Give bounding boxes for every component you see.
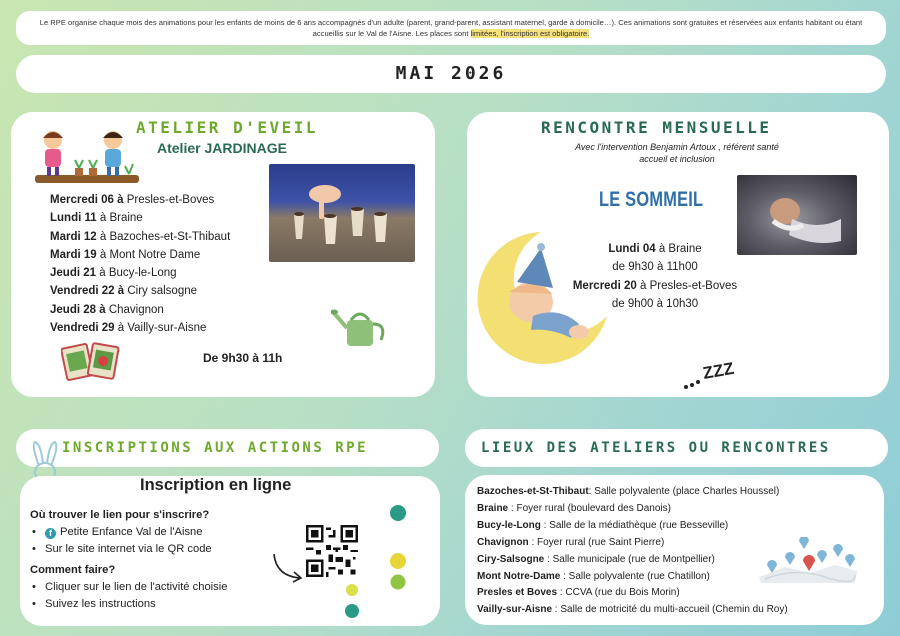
rencontre-schedule — [565, 240, 745, 313]
lieu-name: Braine — [477, 502, 509, 514]
lieu-item — [477, 518, 788, 535]
session-day: Vendredi 22 à — [50, 285, 125, 298]
lieu-detail: : Salle municipale (rue de Montpellier) — [544, 553, 715, 565]
sleeping-baby-photo — [737, 175, 857, 255]
session-1-place: à Braine — [655, 243, 702, 255]
zzz-text: ZZZ — [701, 358, 736, 383]
lieu-name: Presles et Boves — [477, 587, 558, 599]
intro-highlight: limitées, l'inscription est obligatoire. — [470, 29, 590, 38]
session-day: Jeudi 28 à — [50, 303, 106, 316]
qr-link-text: Sur le site internet via le QR code — [45, 543, 212, 555]
theme-title: LE SOMMEIL — [599, 188, 704, 211]
lieu-item — [477, 535, 788, 552]
month-title: MAI 2026 — [16, 55, 886, 93]
seed-packets-icon — [61, 340, 123, 382]
lieu-detail: : Salle polyvalente (rue Chatillon) — [560, 570, 710, 582]
rencontre-title: RENCONTRE MENSUELLE — [541, 118, 772, 137]
session-2-hours: de 9h00 à 10h30 — [611, 297, 699, 310]
session-row — [50, 191, 230, 209]
lieu-item — [477, 569, 788, 586]
rencontre-mensuelle-card — [467, 112, 889, 397]
session-place: Chavignon — [105, 303, 164, 316]
lieu-item — [477, 552, 788, 569]
how-list — [30, 579, 227, 613]
session-1-day: Lundi 04 — [608, 243, 656, 255]
session-2-day: Mercredi 20 — [572, 279, 637, 292]
session-row — [50, 282, 230, 300]
lieux-title-bar — [465, 429, 888, 467]
where-list — [30, 524, 227, 558]
session-2-place: à Presles-et-Boves — [636, 279, 738, 292]
lieu-detail: : Foyer rural (rue Saint Pierre) — [528, 536, 665, 548]
lieu-name: Vailly-sur-Aisne — [477, 604, 553, 616]
step-2: • Suivez les instructions — [30, 596, 227, 613]
session-day: Mardi 19 — [50, 248, 97, 261]
session-row — [50, 301, 230, 319]
session-place: à Mont Notre Dame — [96, 248, 201, 261]
session-day: Mardi 12 — [50, 230, 97, 243]
lieu-name: Ciry-Salsogne — [477, 553, 545, 565]
session-1-hours: de 9h30 à 11h00 — [612, 261, 698, 274]
lieux-title: LIEUX DES ATELIERS OU RENCONTRES — [481, 440, 831, 456]
watering-can-icon — [331, 306, 391, 352]
inscriptions-card — [20, 476, 440, 626]
lieu-detail: : Salle de la médiathèque (rue Besseville) — [540, 519, 729, 531]
session-1 — [565, 240, 745, 258]
inscriptions-title-bar — [16, 429, 439, 467]
atelier-eveil-title: ATELIER D'EVEIL — [136, 118, 318, 137]
lieu-detail: : Salle de motricité du multi-accueil (Chemin du Roy) — [552, 604, 788, 616]
session-2 — [565, 277, 745, 295]
baby-sleeping-icon — [737, 175, 857, 255]
lieu-item — [477, 585, 788, 602]
inscription-instructions — [30, 507, 227, 613]
atelier-hours: De 9h30 à 11h — [203, 351, 283, 365]
intro-banner — [16, 11, 886, 45]
step-1: • Cliquer sur le lien de l'activité choisie — [30, 579, 227, 596]
facebook-link-item[interactable] — [30, 524, 227, 541]
session-place: à Vailly-sur-Aisne — [114, 322, 207, 335]
session-place: à Bazoches-et-St-Thibaut — [96, 230, 231, 243]
intro-text-b: aux enfants habitant ou étant accueillis sur le Val de l'Aisne. Les places sont — [312, 18, 863, 38]
map-pins-icon — [755, 537, 860, 585]
inscription-heading: Inscription en ligne — [140, 476, 292, 494]
session-day: Vendredi 29 — [50, 322, 115, 335]
session-row — [50, 246, 230, 264]
lieu-detail: : Foyer rural (boulevard des Danois) — [508, 502, 671, 514]
lieu-item — [477, 602, 788, 619]
intervention-line-2: accueil et inclusion — [639, 154, 715, 164]
lieu-item — [477, 501, 788, 518]
session-day: Lundi 11 — [50, 212, 97, 225]
lieux-card — [465, 475, 884, 625]
lieu-name: Bazoches-et-St-Thibaut — [477, 486, 589, 497]
session-row — [50, 264, 230, 282]
lieu-name: Mont Notre-Dame — [477, 570, 561, 582]
session-place: Presles-et-Boves — [123, 194, 215, 206]
question-how: Comment faire? — [30, 564, 116, 576]
session-day: Mercredi 06 à — [50, 194, 124, 206]
arrow-icon — [272, 550, 306, 584]
planting-photo — [269, 164, 415, 262]
intervention-line-1: Avec l'intervention Benjamin Artoux , référent santé — [575, 142, 779, 152]
intervention-text — [547, 141, 807, 165]
session-place: Ciry salsogne — [124, 285, 198, 298]
seedling-pots-icon — [269, 164, 415, 262]
session-row — [50, 319, 230, 337]
atelier-eveil-card — [11, 112, 435, 397]
session-place: à Braine — [96, 212, 143, 225]
lieux-list — [477, 484, 788, 619]
lieu-name: Chavignon — [477, 536, 529, 548]
lieu-item — [477, 484, 788, 501]
session-row — [50, 228, 230, 246]
lieu-detail: : CCVA (rue du Bois Morin) — [557, 587, 680, 599]
zzz-icon — [682, 325, 812, 391]
atelier-subtitle: Atelier JARDINAGE — [157, 140, 287, 156]
session-place: à Bucy-le-Long — [96, 267, 177, 280]
intro-text-a: Le RPE organise chaque mois des animations pour les enfants de moins de 6 ans accompagnés d'un adulte (parent, grand-parent, assistant maternel, garde à domicile…). Ces animations sont gratuites et réservées — [39, 18, 763, 27]
facebook-icon: f — [45, 528, 56, 539]
facebook-link[interactable]: Petite Enfance Val de l'Aisne — [60, 526, 203, 538]
atelier-schedule — [50, 191, 230, 337]
session-day: Jeudi 21 — [50, 267, 97, 280]
lieu-detail: : Salle polyvalente (place Charles Houssel) — [588, 486, 780, 497]
session-row — [50, 209, 230, 227]
children-gardening-icon — [35, 126, 139, 186]
question-where: Où trouver le lien pour s'inscrire? — [30, 509, 210, 521]
qr-link-item — [30, 541, 227, 558]
inscriptions-title: INSCRIPTIONS AUX ACTIONS RPE — [62, 440, 369, 456]
decorative-dots-icon — [320, 500, 440, 626]
lieu-name: Bucy-le-Long — [477, 519, 541, 531]
